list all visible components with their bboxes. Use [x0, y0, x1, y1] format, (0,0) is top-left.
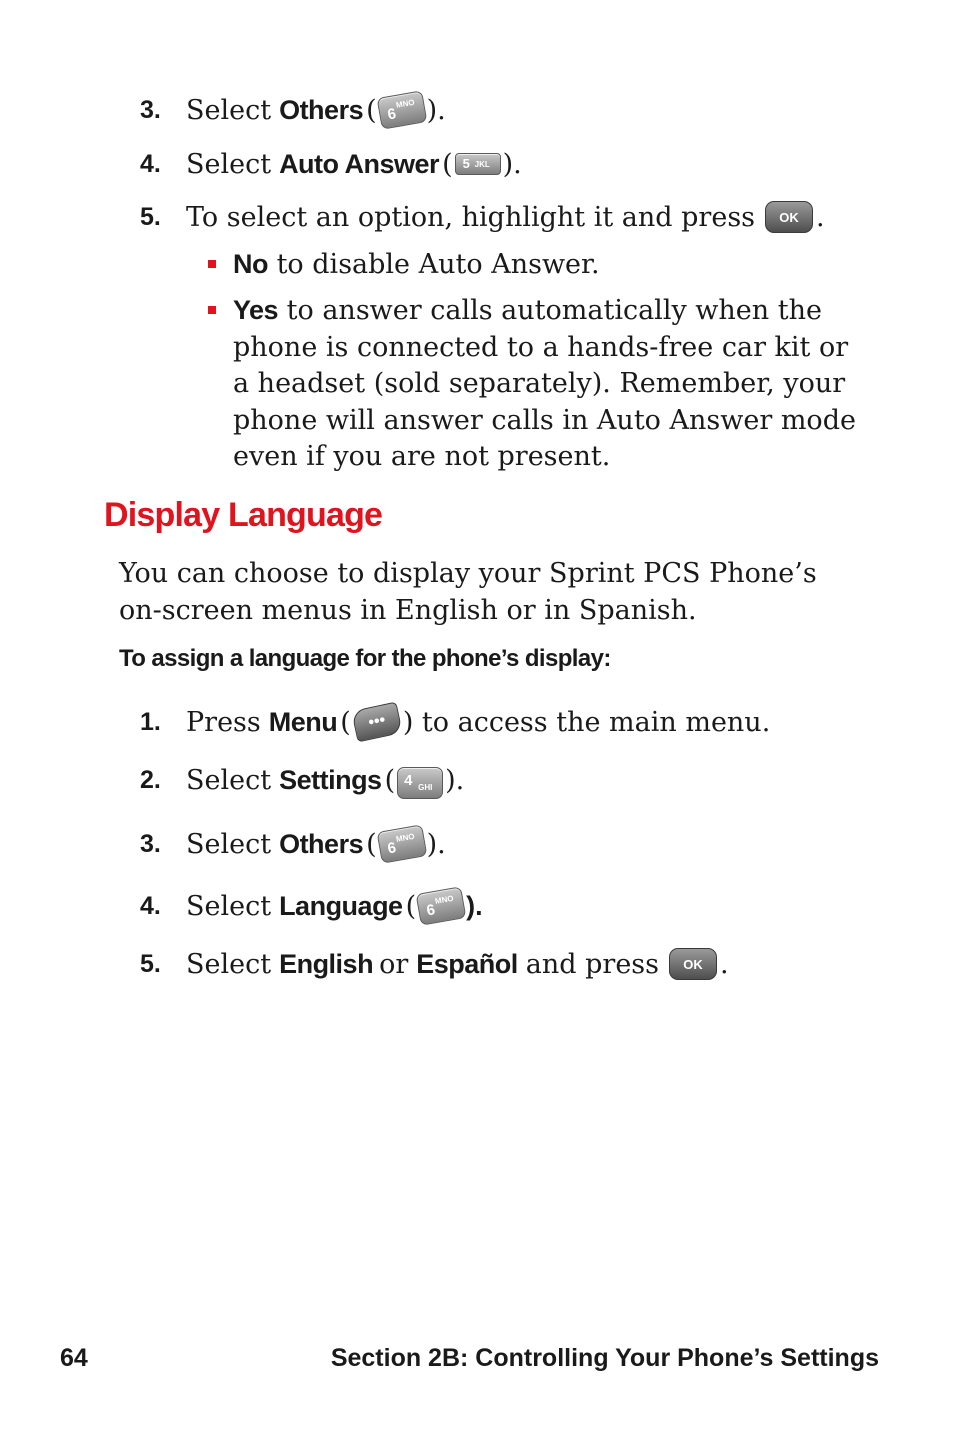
section-heading: Display Language: [104, 496, 383, 534]
bullet-text: to disable Auto Answer.: [268, 249, 600, 280]
section-intro: You can choose to display your Sprint PCS Phone’s on-screen menus in English or in Spanish.: [119, 558, 817, 626]
step-connector: or: [379, 948, 409, 980]
step-verb: Press: [186, 706, 261, 738]
step-text-after: and press: [525, 948, 660, 980]
key-6-icon: 6 MNO: [376, 90, 427, 130]
key-reference: ( ••• ) to access the main menu.: [340, 706, 770, 738]
procedure-subheading: To assign a language for the phone’s display:: [119, 645, 611, 672]
step-number: 3.: [140, 95, 161, 124]
key-6-icon: 6 MNO: [416, 886, 467, 926]
ok-key-icon: OK: [669, 948, 717, 980]
step-text: To select an option, highlight it and press: [186, 201, 756, 233]
step-3-select-others-language: [140, 822, 446, 866]
step-number: 4.: [140, 891, 161, 920]
key-4-icon: 4 GHI: [397, 767, 443, 799]
step-keyword: Auto Answer: [279, 148, 440, 179]
section-title: Section 2B: Controlling Your Phone’s Settings: [330, 1344, 879, 1372]
bullet-text: to answer calls automatically when the phone is connected to a hands-free car kit or a headset (sold separately). Remember, your phone will answer calls in Auto Answer mode even if you are not present.: [233, 295, 856, 472]
step-keyword: Settings: [279, 764, 382, 795]
menu-key-icon: •••: [351, 702, 403, 743]
step-verb: Select: [186, 148, 272, 180]
step-number: 5.: [140, 949, 161, 978]
key-6-icon: 6 MNO: [376, 824, 427, 864]
step-number: 1.: [140, 707, 161, 736]
key-reference: ( 6 MNO ).: [366, 828, 446, 860]
bullet-square-icon: [208, 260, 216, 268]
key-reference: ( 6 MNO ).: [366, 94, 446, 126]
step-4-select-language: [140, 884, 483, 928]
step-keyword: Others: [279, 94, 364, 125]
key-reference: ( 6 MNO ).: [406, 890, 483, 922]
bullet-keyword: Yes: [233, 295, 279, 325]
step-number: 5.: [140, 202, 161, 231]
step-verb: Select: [186, 764, 272, 796]
step-verb: Select: [186, 890, 272, 922]
step-1-press-menu: [140, 700, 770, 744]
step-keyword: Language: [279, 890, 403, 921]
step-4-select-auto-answer: [140, 142, 522, 186]
step-keyword-espanol: Español: [416, 948, 518, 979]
bullet-square-icon: [208, 306, 216, 314]
step-verb: Select: [186, 94, 272, 126]
step-number: 4.: [140, 149, 161, 178]
ok-key-icon: OK: [765, 201, 813, 233]
step-keyword-english: English: [279, 948, 374, 979]
step-verb: Select: [186, 828, 272, 860]
step-5-select-english-or-espanol: 5. Select English or Español and press OK .: [140, 948, 729, 980]
step-number: 3.: [140, 829, 161, 858]
step-keyword: Others: [279, 828, 364, 859]
bullet-yes: [208, 292, 868, 476]
key-5-icon: 5 JKL: [455, 153, 501, 175]
step-verb: Select: [186, 948, 272, 980]
bullet-keyword: No: [233, 249, 268, 279]
step-2-select-settings: [140, 758, 464, 802]
page-number: 64: [60, 1344, 88, 1372]
step-5-select-option: 5. To select an option, highlight it and press OK .: [140, 201, 825, 233]
key-reference: ( 4 GHI ).: [385, 764, 465, 796]
bullet-no: [208, 246, 868, 284]
step-keyword: Menu: [268, 706, 338, 737]
step-number: 2.: [140, 765, 161, 794]
step-3-select-others: [140, 88, 446, 132]
key-reference: ( 5 JKL ).: [442, 148, 522, 180]
